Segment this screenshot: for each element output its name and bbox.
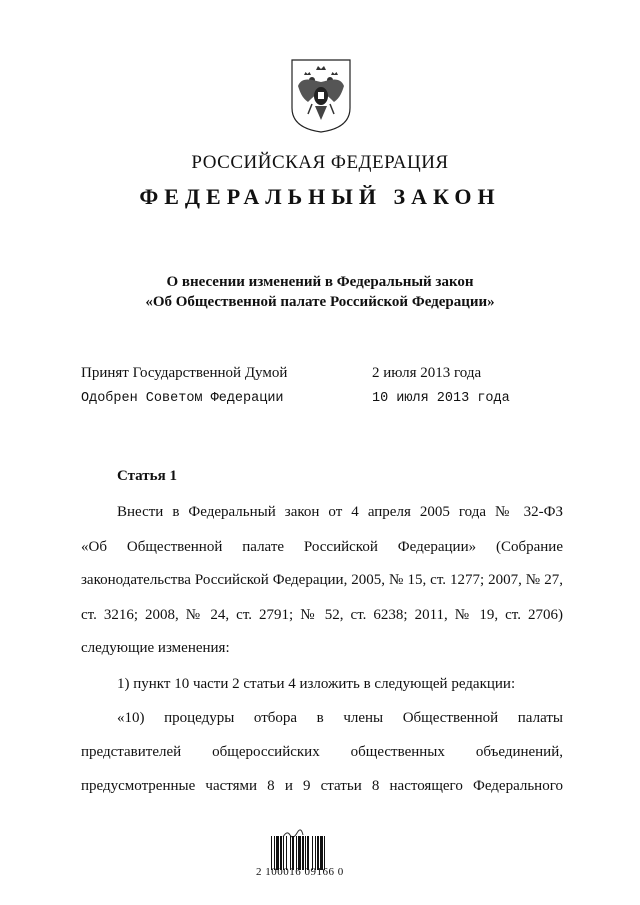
article-text-line: ст. 3216; 2008, № 24, ст. 2791; № 52, ст. 6238; 2011, № 19, ст. 2706) xyxy=(81,607,563,623)
article-heading: Статья 1 xyxy=(117,468,177,484)
document-type: ФЕДЕРАЛЬНЫЙ ЗАКОН xyxy=(139,184,501,209)
duma-adoption-date: 2 июля 2013 года xyxy=(372,365,482,381)
article-text-line: законодательства Российской Федерации, 2005, № 15, ст. 1277; 2007, № 27, xyxy=(81,572,563,588)
coat-of-arms-icon xyxy=(290,58,352,134)
barcode xyxy=(270,836,352,870)
article-text-line: следующие изменения: xyxy=(81,640,230,656)
duma-adoption-label: Принят Государственной Думой xyxy=(81,365,288,381)
article-text-line: представителей общероссийских общественных объединений, xyxy=(81,744,563,760)
article-text-line: 1) пункт 10 части 2 статьи 4 изложить в следующей редакции: xyxy=(117,676,516,692)
article-text-line: «10) процедуры отбора в члены Общественной палаты xyxy=(117,710,563,726)
council-approval-label: Одобрен Советом Федерации xyxy=(81,391,284,406)
law-title-line-1: О внесении изменений в Федеральный закон xyxy=(166,274,474,290)
country-name: РОССИЙСКАЯ ФЕДЕРАЦИЯ xyxy=(191,152,449,173)
article-text-line: предусмотренные частями 8 и 9 статьи 8 настоящего Федерального xyxy=(81,778,563,794)
article-text-line: Внести в Федеральный закон от 4 апреля 2005 года № 32-ФЗ xyxy=(117,504,563,520)
article-text-line: «Об Общественной палате Российской Федерации» (Собрание xyxy=(81,539,563,555)
law-title-line-2: «Об Общественной палате Российской Федерации» xyxy=(145,294,495,310)
council-approval-date: 10 июля 2013 года xyxy=(372,391,510,406)
handwritten-mark-icon xyxy=(282,826,304,836)
barcode-number: 2 100016 09166 0 xyxy=(256,866,344,878)
